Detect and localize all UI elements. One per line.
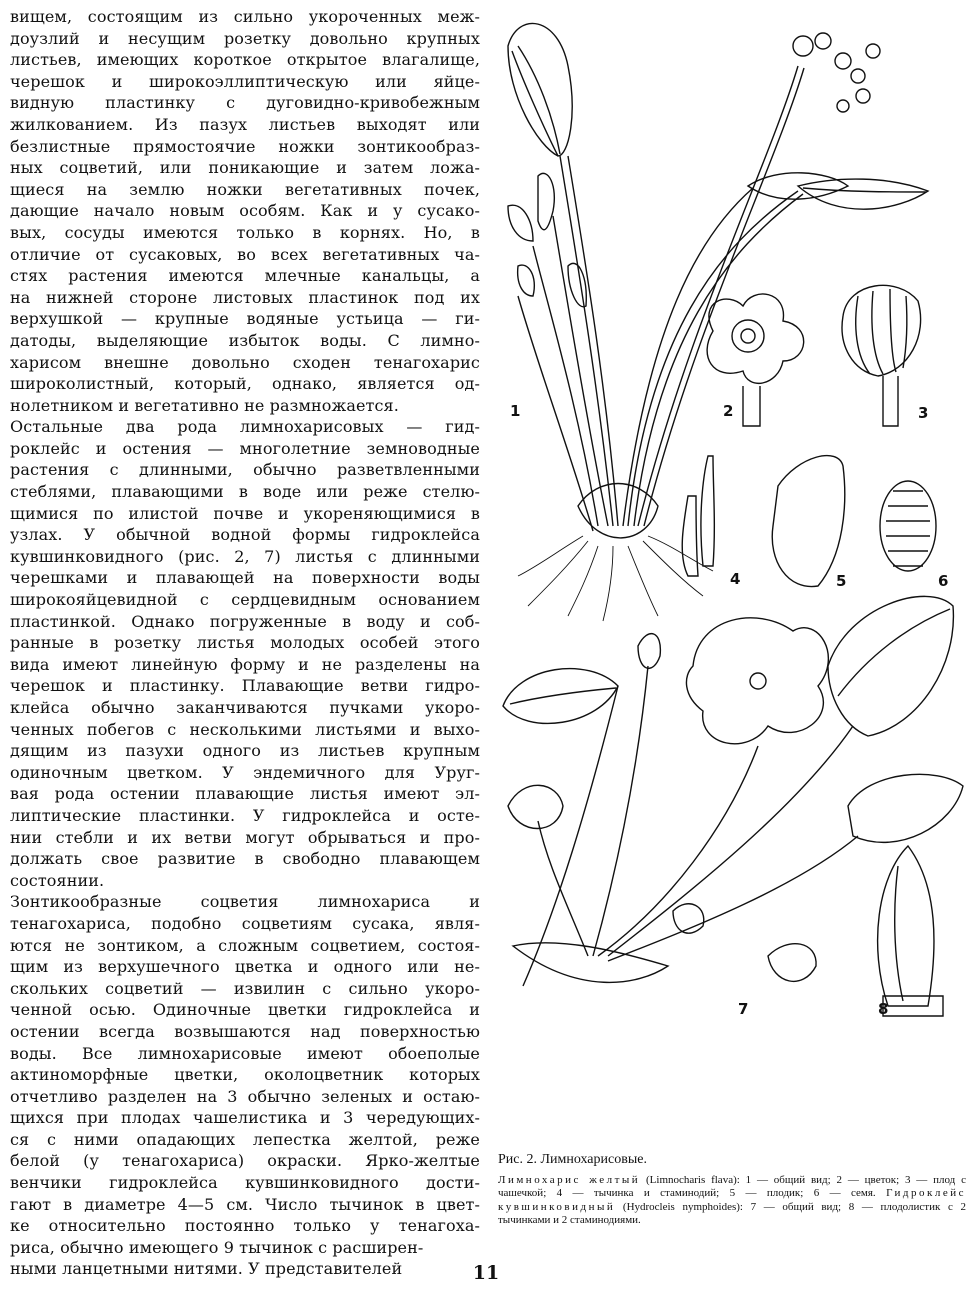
body-line: верхушкой — крупные водяные устьица — ги-: [10, 309, 480, 329]
body-line: воды. Все лимнохарисовые имеют обоеполые: [10, 1043, 480, 1063]
body-line: вая рода остении плавающие листья имеют эл-: [10, 784, 480, 804]
body-line: ются не зонтиком, а сложным соцветием, состоя-: [10, 935, 480, 955]
body-line: остении всегда возвышаются над поверхностью: [10, 1021, 480, 1041]
caption-title: Рис. 2. Лимнохарисовые.: [498, 1152, 647, 1167]
flower-detail-2: [707, 294, 804, 426]
body-line: доузлий и несущим розетку довольно крупных: [10, 28, 480, 48]
body-line: жилкованием. Из пазух листьев выходят или: [10, 114, 480, 134]
body-line: отличие от сусаковых, во всех вегетативных ча-: [10, 244, 480, 264]
body-line: скольких соцветий — извилин с сильно укоро-: [10, 978, 480, 998]
body-line: состоянии.: [10, 870, 105, 890]
body-line: ченной осью. Одиночные цветки гидроклейса и: [10, 1000, 480, 1020]
body-line: одиночным цветком. У эндемичного для Уруг-: [10, 762, 480, 782]
body-line: на нижней стороне листовых пластинок под их: [10, 287, 480, 307]
body-line: вищем, состоящим из сильно укороченных меж-: [10, 7, 480, 26]
body-line: тенагохариса, подобно соцветиям сусака, явля-: [10, 913, 480, 933]
body-line: ке относительно постоянно только у тенагоха-: [10, 1216, 480, 1236]
body-line: стях растения имеются млечные канальцы, а: [10, 266, 480, 286]
body-line: стеблями, плавающими в воде или реже стелю-: [10, 482, 480, 502]
stamen-detail-4: [682, 456, 714, 576]
caption-species-2: Гидроклейс кувшинковидный: [498, 1187, 966, 1213]
body-line: харисом внешне довольно сходен тенагохарис: [10, 352, 480, 372]
body-line: безлистные прямостоячие ножки зонтикообраз-: [10, 136, 480, 156]
fig-label-6: 6: [938, 572, 949, 590]
body-line: пластинкой. Однако погруженные в воду и соб-: [10, 611, 480, 631]
body-line: видную пластинку с дуговидно-кривобежным: [10, 93, 480, 113]
body-line: гают в диаметре 4—5 см. Число тычинок в цвет-: [10, 1194, 480, 1214]
body-line: Остальные два рода лимнохарисовых — гид-: [10, 417, 480, 437]
body-line: вых, сосуды имеются только в корнях. Но, в: [10, 222, 480, 242]
fruit-detail-3: [842, 285, 921, 426]
body-line: клейса обычно заканчиваются пучками укоро-: [10, 698, 480, 717]
fig-label-2: 2: [723, 402, 734, 420]
leaf-1b: [798, 179, 928, 209]
body-line: актиноморфные цветки, околоцветник которых: [10, 1065, 480, 1085]
fruitlet-detail-5: [772, 456, 845, 587]
body-line: щимися по илистой почве и укореняющимися в: [10, 503, 480, 523]
body-line: датоды, выделяющие избыток воды. С лимно-: [10, 330, 480, 350]
body-line: липтические пластинки. У гидроклейса и осте-: [10, 805, 480, 825]
fig-label-3: 3: [918, 404, 929, 422]
body-line: ранные в розетку листья молодых особей этого: [10, 633, 480, 653]
botanical-illustration: [498, 6, 968, 1136]
seed-detail-6: [880, 481, 936, 571]
body-paragraphs: [10, 6, 480, 1280]
fig-label-8: 8: [878, 1000, 889, 1018]
caption-desc-1: 1 — общий вид; 2 — цветок; 3 — плод с чашечкой; 4 — тычинка и стаминодий; 5 — плодик; 6 — семя.: [498, 1174, 966, 1200]
leaf-1a: [508, 23, 572, 156]
body-line: узлах. У обычной водной формы гидроклейса: [10, 525, 480, 545]
body-line: черешками и плавающей на поверхности воды: [10, 568, 480, 588]
body-line: нолетником и вегетативно не размножается.: [10, 395, 399, 415]
body-line: широколистный, который, однако, является од-: [10, 374, 480, 394]
fig-label-1: 1: [510, 402, 521, 420]
body-line: щиеся на землю ножки вегетативных почек,: [10, 179, 480, 199]
body-line: отчетливо разделен на 3 обычно зеленых и остаю-: [10, 1086, 480, 1106]
body-line: ными ланцетными нитями. У представителей: [10, 1259, 403, 1279]
body-line: должать свое развитие в свободно плавающем: [10, 849, 480, 869]
flower-bud: [793, 36, 813, 56]
body-line: риса, обычно имеющего 9 тычинок с расширен-: [10, 1237, 424, 1257]
body-line: ся с ними опадающих лепестка желтой, реже: [10, 1129, 480, 1149]
body-line: растения с длинными, обычно разветвленными: [10, 460, 480, 480]
page-number: 11: [472, 1262, 500, 1284]
carpel-detail-8: [878, 846, 943, 1016]
fig-label-7: 7: [738, 1000, 749, 1018]
body-line: Зонтикообразные соцветия лимнохариса и: [10, 892, 480, 912]
caption-desc-2: 7 — общий вид; 8 — плодолистик с 2 тычинками и 2 стаминодиями.: [498, 1200, 966, 1227]
plant-7: [503, 596, 963, 986]
body-line: щим из верхушечного цветка и одного или не-: [10, 957, 480, 977]
figure-caption: [498, 1152, 966, 1228]
body-text-column: [10, 6, 480, 1280]
body-line: ченных побегов с несколькими листьями и выхо-: [10, 719, 480, 739]
body-line: роклейс и остения — многолетние земноводные: [10, 438, 480, 458]
fig-label-5: 5: [836, 572, 847, 590]
body-line: ных соцветий, или поникающие и затем ложа-: [10, 158, 480, 178]
body-line: вида имеют линейную форму и не разделены на: [10, 654, 480, 674]
caption-latin-1: (Limnocharis flava):: [640, 1174, 746, 1186]
body-line: черешок и пластинку. Плавающие ветви гидро-: [10, 676, 480, 696]
body-line: нии стебли и их ветви могут обрываться и про-: [10, 827, 480, 847]
body-line: кувшинковидного (рис. 2, 7) листья с длинными: [10, 546, 480, 566]
body-line: венчики гидроклейса кувшинковидного дости-: [10, 1173, 480, 1193]
caption-body: [498, 1174, 966, 1228]
body-line: широкояйцевидной с сердцевидным основанием: [10, 590, 480, 610]
caption-species-1: Лимнохарис желтый: [498, 1174, 641, 1186]
body-line: щихся при плодах чашелистика и 3 чередующих-: [10, 1108, 480, 1128]
caption-latin-2: (Hydrocleis nymphoides):: [615, 1200, 751, 1213]
figure-limnocharitaceae: [498, 6, 968, 1136]
body-line: черешок и широкоэллиптическую или яйце-: [10, 71, 480, 91]
body-line: дящим из пазухи одного из листьев крупным: [10, 741, 480, 761]
body-line: белой (у тенагохариса) окраски. Ярко-желтые: [10, 1151, 480, 1171]
fig-label-4: 4: [730, 570, 741, 588]
body-line: листьев, имеющих короткое открытое влагалище,: [10, 50, 480, 70]
body-line: дающие начало новым особям. Как и у сусако-: [10, 201, 480, 221]
